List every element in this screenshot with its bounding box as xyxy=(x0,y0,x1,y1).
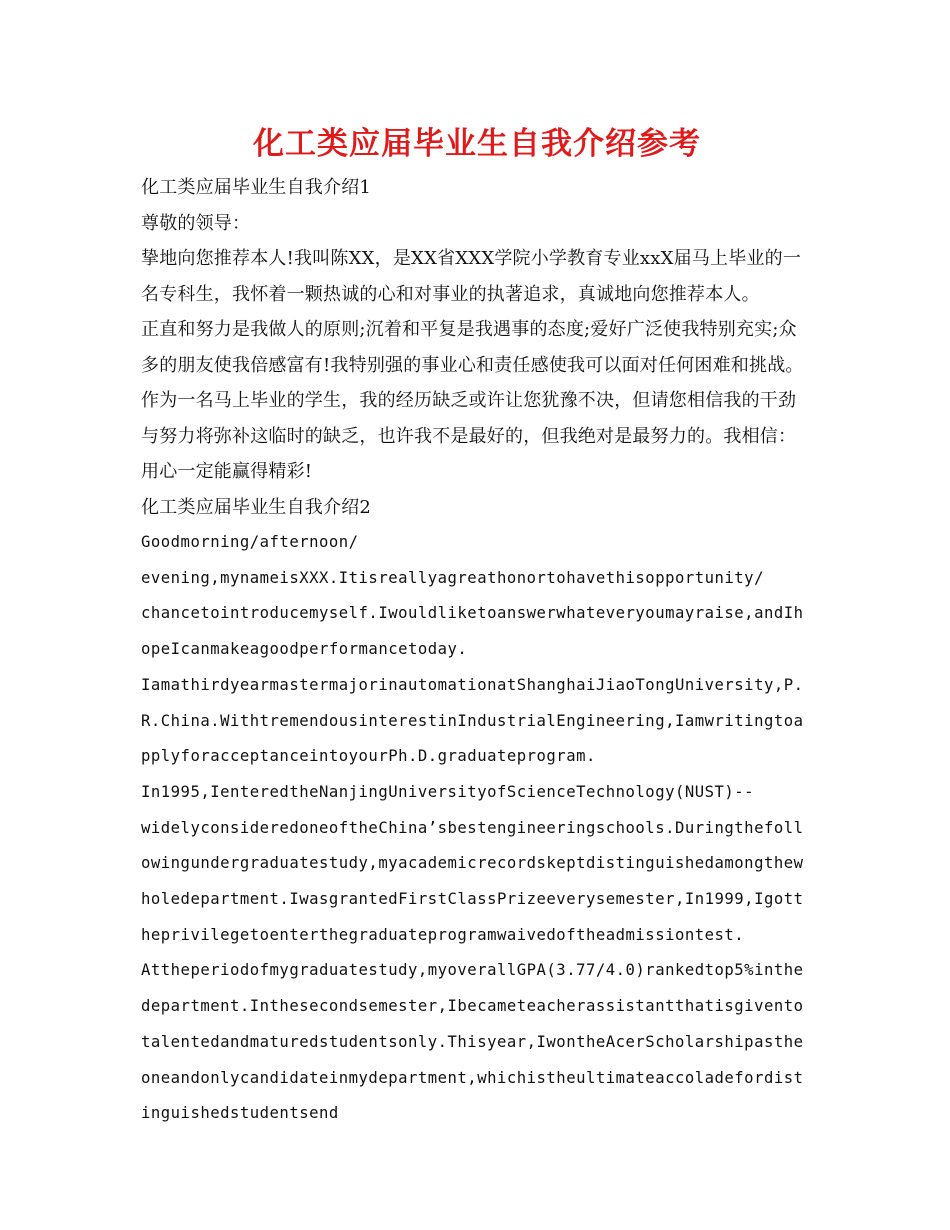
english-paragraph-1: Goodmorning/afternoon/ xyxy=(141,533,359,551)
english-paragraph-4: IamathirdyearmastermajorinautomationatShanghaiJiaoTongUniversity,P.R.China.WithtremendousinterestinIndustrialEngineering,IamwritingtoapplyforacceptanceintoyourPh.D.graduateprogram. xyxy=(141,675,804,766)
paragraph-1: 挚地向您推荐本人!我叫陈XX，是XX省XXX学院小学教育专业xxX届马上毕业的一名专科生，我怀着一颗热诚的心和对事业的执著追求，真诚地向您推荐本人。 xyxy=(141,248,802,305)
paragraph-3: 作为一名马上毕业的学生，我的经历缺乏或许让您犹豫不决，但请您相信我的干劲与努力将弥补这临时的缺乏，也许我不是最好的，但我绝对是最努力的。我相信：用心一定能赢得精彩! xyxy=(141,390,797,482)
english-paragraph-7: Attheperiodofmygraduatestudy,myoverallGPA(3.77/4.0)rankedtop5%inthedepartment.Inthesecondsemester,Ibecameteacherassistantthatisgiventotalentedandmaturedstudentsonly.Thisyear,IwontheAcerScholarshipastheoneandonlycandidateinmydepartment,whichistheultimateaccoladefordistinguishedstudentsend xyxy=(141,961,804,1123)
english-paragraph-3: chancetointroducemyself.Iwouldliketoanswerwhateveryoumayraise,andIhopeIcanmakeagoodperformancetoday. xyxy=(141,604,804,659)
section-heading-2: 化工类应届毕业生自我介绍2 xyxy=(141,496,372,518)
paragraph-2: 正直和努力是我做人的原则;沉着和平复是我遇事的态度;爱好广泛使我特别充实;众多的朋友使我倍感富有!我特别强的事业心和责任感使我可以面对任何困难和挑战。 xyxy=(141,319,804,376)
english-paragraph-5: In1995,IenteredtheNanjingUniversityofScienceTechnology(NUST)-- xyxy=(141,782,755,801)
document-title: 化工类应届毕业生自我介绍参考 xyxy=(253,126,701,162)
section-heading-1: 化工类应届毕业生自我介绍1 xyxy=(141,177,372,198)
document-page xyxy=(141,118,813,1132)
english-paragraph-2: evening,mynameisXXX.Itisreallyagreathonortohavethisopportunity/ xyxy=(141,568,764,587)
salutation: 尊敬的领导： xyxy=(141,212,251,234)
english-paragraph-6: widelyconsideredoneoftheChina’sbestengineeringschools.Duringthefollowingundergraduatestudy,myacademicrecordskeptdistinguishedamongthewholedepartment.IwasgrantedFirstClassPrizeeverysemester,In1999,Igottheprivilegetoenterthegraduateprogramwaivedoftheadmissiontest. xyxy=(141,818,804,944)
